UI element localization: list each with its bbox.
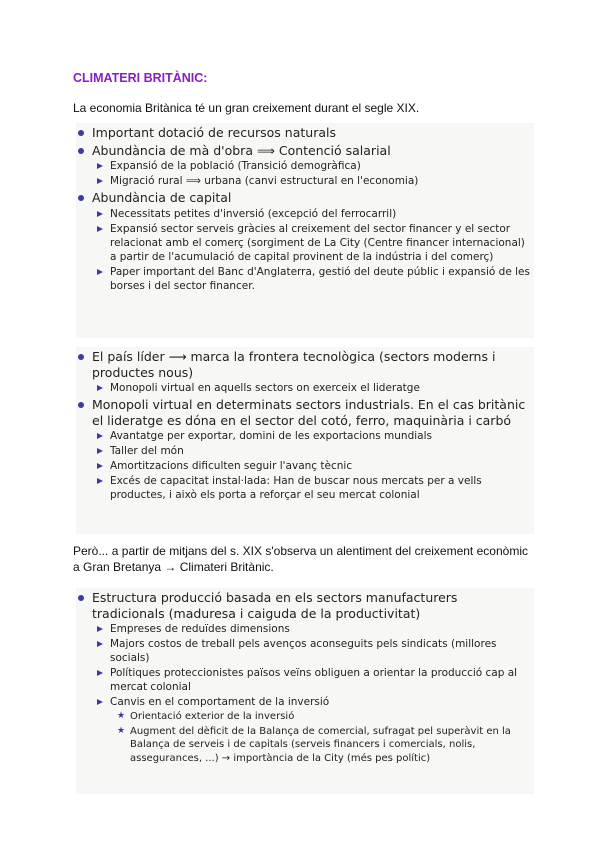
triangle-bullet-icon [97, 226, 103, 232]
list-item: Estructura producció basada en els sectors manufacturers tradicionals (maduresa i caiguda de la productivitat) [76, 590, 534, 621]
transition-paragraph: Però... a partir de mitjans del s. XIX s'observa un alentiment del creixement econòmic a Gran Bretanya → Climateri Britànic. [73, 544, 528, 574]
list-item: Abundància de mà d'obra ⟹ Contenció salarial [76, 143, 534, 159]
slide-block-1 [76, 123, 534, 338]
list-item: Excés de capacitat instal·lada: Han de buscar nous mercats per a vells productes, i això els porta a reforçar el seu mercat colonial [76, 474, 534, 502]
list-item: Majors costos de treball pels avenços aconseguits pels sindicats (millores socials) [76, 637, 534, 665]
star-bullet-icon: ★ [117, 725, 126, 736]
list-item: Empreses de reduïdes dimensions [76, 622, 534, 636]
slide-block-3 [76, 588, 534, 794]
page-title: CLIMATERI BRITÀNIC: [73, 71, 208, 85]
bullet-icon [78, 354, 84, 360]
list-item: Important dotació de recursos naturals [76, 125, 534, 141]
triangle-bullet-icon [97, 433, 103, 439]
list-item: Amortitzacions dificulten seguir l'avanç tècnic [76, 459, 534, 473]
triangle-bullet-icon [97, 269, 103, 275]
star-bullet-icon: ★ [117, 711, 126, 721]
triangle-bullet-icon [97, 448, 103, 454]
list-item: Monopoli virtual en aquells sectors on exerceix el lideratge [76, 381, 534, 395]
list-item: Expansió sector serveis gràcies al creixement del sector financer y el sector relacionat amb el comerç (sorgiment de La City (Centre financer internacional) a partir de l'acumulació de capital provinent de la indústria i del comerç) [76, 222, 534, 264]
list-item: Abundància de capital [76, 190, 534, 206]
bullet-icon [78, 595, 84, 601]
bullet-icon [78, 195, 84, 201]
triangle-bullet-icon [97, 699, 103, 705]
list-item: ★ Augment del dèficit de la Balança de comercial, sufragat pel superàvit en la Balança de serveis i de capitals (serveis financers i comercials, nolis, assegurances, ...) → importància de la City (més pes polític) [117, 725, 511, 764]
list-item: Paper important del Banc d'Anglaterra, gestió del deute públic i expansió de les borses i del sector financer. [76, 265, 534, 293]
list-item: Avantatge per exportar, domini de les exportacions mundials [76, 429, 534, 443]
list-item: Necessitats petites d'inversió (excepció del ferrocarril) [76, 207, 534, 221]
list-item: Taller del món [76, 444, 534, 458]
bullet-icon [78, 130, 84, 136]
list-item: Expansió de la població (Transició demogràfica) [76, 159, 534, 173]
slide-block-2 [76, 347, 534, 534]
intro-paragraph: La economia Britànica té un gran creixement durant el segle XIX. [73, 101, 420, 115]
list-item: Polítiques proteccionistes països veïns obliguen a orientar la producció cap al mercat colonial [76, 666, 534, 694]
triangle-bullet-icon [97, 478, 103, 484]
list-item: ★ Orientació exterior de la inversió [117, 711, 295, 722]
triangle-bullet-icon [97, 463, 103, 469]
triangle-bullet-icon [97, 670, 103, 676]
triangle-bullet-icon [97, 211, 103, 217]
triangle-bullet-icon [97, 178, 103, 184]
triangle-bullet-icon [97, 385, 103, 391]
list-item: Canvis en el comportament de la inversió [76, 695, 534, 709]
triangle-bullet-icon [97, 641, 103, 647]
list-item: El país líder ⟶ marca la frontera tecnològica (sectors moderns i productes nous) [76, 349, 534, 380]
bullet-icon [78, 402, 84, 408]
list-item: Migració rural ⟹ urbana (canvi estructural en l'economia) [76, 174, 534, 188]
list-item: Monopoli virtual en determinats sectors industrials. En el cas britànic el lideratge es dóna en el sector del cotó, ferro, maquinària i carbó [76, 397, 534, 428]
triangle-bullet-icon [97, 163, 103, 169]
bullet-icon [78, 148, 84, 154]
triangle-bullet-icon [97, 626, 103, 632]
